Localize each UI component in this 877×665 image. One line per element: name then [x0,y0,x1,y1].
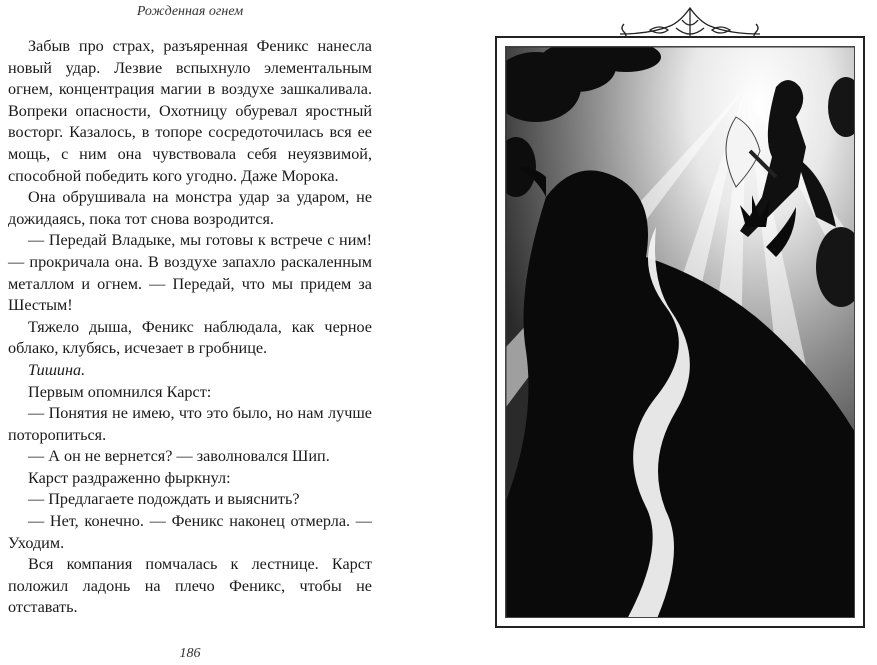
paragraph: Первым опомнился Карст: [28,382,212,401]
paragraph: — Передай Владыке, мы готовы к встрече с ним! — прокричала она. В воздухе запахло раскаленным металлом и огнем. — Передай, что мы придем за Шестым! [8,231,372,315]
paragraph: Она обрушивала на монстра удар за ударом, не дожидаясь, пока тот снова возродится. [8,188,372,228]
paragraph-italic: Тишина. [28,360,86,379]
page-number: 186 [179,646,201,661]
illustration [505,46,855,618]
paragraph: Вся компания помчалась к лестнице. Карст положил ладонь на плечо Феникс, чтобы не отставать. [8,555,372,617]
paragraph: — Нет, конечно. — Феникс наконец отмерла. — Уходим. [8,512,372,552]
paragraph: Забыв про страх, разъяренная Феникс нанесла новый удар. Лезвие вспыхнуло элементальным огнем, концентрация магии в воздухе зашкаливала. Вопреки опасности, Охотницу обуревал яростный восторг. Казалось, в топоре сосредоточилась вся ее мощь, с ним она чувствовала себя неуязвимой, способной победить кого угодно. Даже Морока. [8,37,372,185]
paragraph: Тяжело дыша, Феникс наблюдала, как черное облако, клубясь, исчезает в гробнице. [8,317,372,358]
battle-illustration-icon [506,47,855,618]
paragraph: — Понятия не имею, что это было, но нам лучше поторопиться. [8,404,372,444]
body-text [8,36,372,619]
paragraph: — Предлагаете подождать и выяснить? [28,490,300,509]
paragraph: Карст раздраженно фыркнул: [28,468,231,487]
illustration-frame [495,36,865,628]
paragraph: — А он не вернется? — заволновался Шип. [28,447,330,466]
running-head: Рожденная огнем [136,4,244,19]
